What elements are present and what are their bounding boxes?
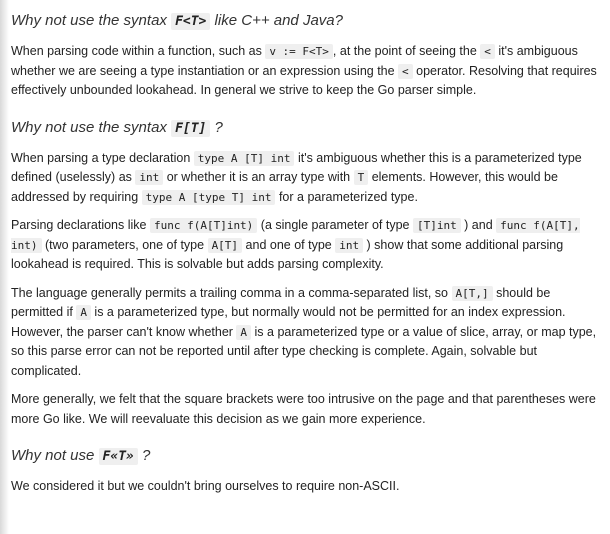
inline-code: A[T,] — [452, 286, 493, 301]
answer-square-brackets-1: When parsing a type declaration type A [T] int it's ambiguous whether this is a parameterized type defined (uselessly) as int or whether it is an array type with T elements. However, this would be addressed by requiring type A [type T] int for a parameterized type. — [11, 150, 582, 204]
inline-code: type A [T] int — [194, 151, 295, 166]
inline-code: func f(A[T]int) — [150, 218, 257, 233]
inline-code: func f(A[T], int) — [11, 219, 580, 252]
inline-code: A — [76, 305, 91, 320]
answer-square-brackets-4: More generally, we felt that the square brackets were too intrusive on the page and that parentheses were more Go like. We will reevaluate this decision as we gain more experience. — [11, 392, 596, 426]
answer-angle-brackets: When parsing code within a function, such as v := F<T> , at the point of seeing the < it's ambiguous whether we are seeing a type instantiation or an expression using the < operator. Resolving that requires effectively unbounded lookahead. In general we strive to keep the Go parser simple. — [11, 44, 597, 97]
inline-code: F[T] — [171, 120, 210, 137]
inline-code: [T]int — [413, 218, 461, 233]
faq-question-square-brackets: Why not use the syntax F[T] ? — [11, 118, 223, 136]
faq-question-angle-brackets: Why not use the syntax F<T> like C++ and Java? — [11, 12, 343, 29]
answer-square-brackets-3: The language generally permits a trailing comma in a comma-separated list, so A[T,] should be permitted if A is a parameterized type, but normally would not be permitted for an index expression. However, the parser can't know whether A is a parameterized type or a value of slice, array, or map type, so this parse error can not be reported until after type checking is complete. Again, solvable but complicated. — [11, 285, 597, 378]
inline-code: T — [354, 170, 369, 185]
inline-code: v := F<T> — [265, 44, 333, 59]
inline-code: < — [480, 44, 495, 59]
inline-code: A[T] — [208, 238, 243, 253]
inline-code: A — [236, 325, 251, 340]
inline-code: int — [135, 170, 163, 185]
inline-code: F«T» — [99, 448, 138, 465]
answer-square-brackets-2: Parsing declarations like func f(A[T]int) (a single parameter of type [T]int ) and func f(A[T], int) (two parameters, one of type A[T] and one of type int ) show that some additional parsing lookahead is required. This is solvable but adds parsing complexity. — [11, 218, 580, 271]
answer-guillemets: We considered it but we couldn't bring ourselves to require non-ASCII. — [11, 479, 400, 493]
faq-question-guillemets: Why not use F«T» ? — [11, 447, 151, 464]
inline-code: type A [type T] int — [142, 190, 276, 205]
inline-code: F<T> — [171, 13, 210, 30]
inline-code: int — [335, 238, 363, 253]
inline-code: < — [398, 64, 413, 79]
